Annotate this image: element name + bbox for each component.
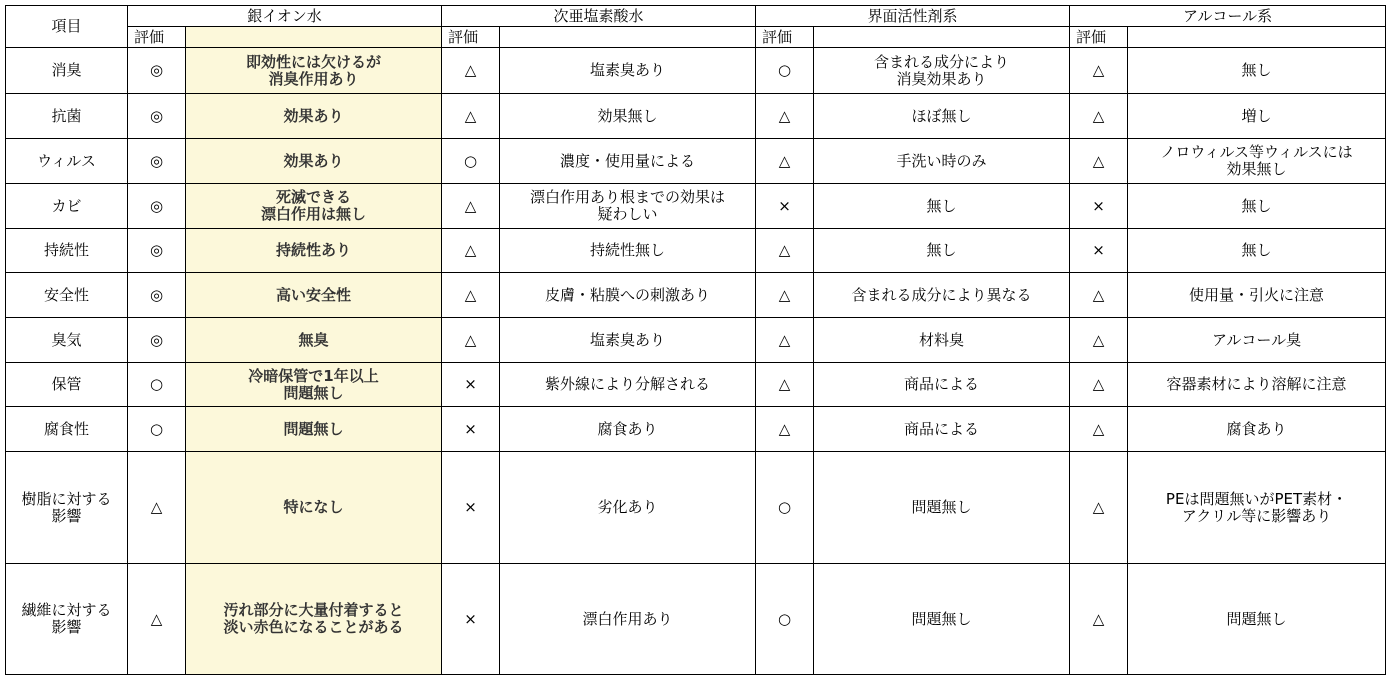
row-item-label: カビ — [6, 184, 128, 229]
eval-mark-surfactant: △ — [756, 273, 814, 318]
description-hypochlorous: 塩素臭あり — [500, 48, 756, 94]
eval-mark-surfactant: △ — [756, 318, 814, 363]
eval-mark-alcohol: × — [1070, 184, 1128, 229]
description-silver-ion: 冷暗保管で1年以上 問題無し — [186, 363, 442, 407]
description-surfactant: 商品による — [814, 363, 1070, 407]
header-category-hypochlorous: 次亜塩素酸水 — [442, 6, 756, 27]
eval-mark-silver-ion: △ — [128, 564, 186, 675]
description-surfactant: 無し — [814, 229, 1070, 273]
table-row — [6, 229, 1386, 273]
eval-mark-hypochlorous: × — [442, 452, 500, 564]
row-item-label: 臭気 — [6, 318, 128, 363]
description-alcohol: ノロウィルス等ウィルスには 効果無し — [1128, 139, 1386, 184]
table-row — [6, 452, 1386, 564]
description-surfactant: 含まれる成分により異なる — [814, 273, 1070, 318]
header-eval-surfactant: 評価 — [756, 27, 814, 48]
eval-mark-hypochlorous: △ — [442, 184, 500, 229]
description-alcohol: PEは問題無いがPET素材・ アクリル等に影響あり — [1128, 452, 1386, 564]
table-row — [6, 318, 1386, 363]
comparison-sheet — [5, 5, 1385, 671]
description-surfactant: 問題無し — [814, 564, 1070, 675]
eval-mark-alcohol: △ — [1070, 139, 1128, 184]
eval-mark-surfactant: △ — [756, 229, 814, 273]
description-silver-ion: 無臭 — [186, 318, 442, 363]
description-silver-ion: 効果あり — [186, 94, 442, 139]
eval-mark-alcohol: △ — [1070, 94, 1128, 139]
description-silver-ion: 問題無し — [186, 407, 442, 452]
description-silver-ion: 汚れ部分に大量付着すると 淡い赤色になることがある — [186, 564, 442, 675]
table-row — [6, 363, 1386, 407]
eval-mark-surfactant: ○ — [756, 564, 814, 675]
comparison-table — [5, 5, 1386, 675]
description-hypochlorous: 濃度・使用量による — [500, 139, 756, 184]
eval-mark-surfactant: ○ — [756, 48, 814, 94]
row-item-label: 腐食性 — [6, 407, 128, 452]
eval-mark-silver-ion: △ — [128, 452, 186, 564]
header-category-silver-ion: 銀イオン水 — [128, 6, 442, 27]
description-hypochlorous: 紫外線により分解される — [500, 363, 756, 407]
description-alcohol: 問題無し — [1128, 564, 1386, 675]
description-alcohol: 増し — [1128, 94, 1386, 139]
description-surfactant: 含まれる成分により 消臭効果あり — [814, 48, 1070, 94]
eval-mark-alcohol: △ — [1070, 407, 1128, 452]
eval-mark-surfactant: △ — [756, 94, 814, 139]
header-row-eval — [6, 27, 1386, 48]
table-row — [6, 94, 1386, 139]
description-silver-ion: 持続性あり — [186, 229, 442, 273]
description-hypochlorous: 持続性無し — [500, 229, 756, 273]
eval-mark-silver-ion: ◎ — [128, 48, 186, 94]
description-silver-ion: 死滅できる 漂白作用は無し — [186, 184, 442, 229]
description-silver-ion: 効果あり — [186, 139, 442, 184]
description-silver-ion: 特になし — [186, 452, 442, 564]
table-row — [6, 564, 1386, 675]
row-item-label: 消臭 — [6, 48, 128, 94]
eval-mark-hypochlorous: ○ — [442, 139, 500, 184]
eval-mark-hypochlorous: △ — [442, 48, 500, 94]
description-silver-ion: 高い安全性 — [186, 273, 442, 318]
description-alcohol: アルコール臭 — [1128, 318, 1386, 363]
header-eval-hypochlorous: 評価 — [442, 27, 500, 48]
eval-mark-silver-ion: ○ — [128, 363, 186, 407]
header-eval-silver-ion: 評価 — [128, 27, 186, 48]
eval-mark-silver-ion: ◎ — [128, 184, 186, 229]
eval-mark-hypochlorous: △ — [442, 94, 500, 139]
description-alcohol: 容器素材により溶解に注意 — [1128, 363, 1386, 407]
description-hypochlorous: 漂白作用あり — [500, 564, 756, 675]
header-eval-alcohol: 評価 — [1070, 27, 1128, 48]
table-row — [6, 48, 1386, 94]
header-blank-hypochlorous — [500, 27, 756, 48]
table-row — [6, 407, 1386, 452]
header-item-cell: 項目 — [6, 6, 128, 48]
eval-mark-silver-ion: ◎ — [128, 318, 186, 363]
header-category-alcohol: アルコール系 — [1070, 6, 1386, 27]
header-blank-alcohol — [1128, 27, 1386, 48]
eval-mark-alcohol: △ — [1070, 452, 1128, 564]
description-alcohol: 無し — [1128, 48, 1386, 94]
eval-mark-alcohol: △ — [1070, 273, 1128, 318]
eval-mark-silver-ion: ◎ — [128, 273, 186, 318]
description-hypochlorous: 漂白作用あり根までの効果は 疑わしい — [500, 184, 756, 229]
eval-mark-hypochlorous: × — [442, 564, 500, 675]
eval-mark-surfactant: △ — [756, 139, 814, 184]
description-hypochlorous: 皮膚・粘膜への刺激あり — [500, 273, 756, 318]
row-item-label: 抗菌 — [6, 94, 128, 139]
description-surfactant: 材料臭 — [814, 318, 1070, 363]
eval-mark-hypochlorous: × — [442, 407, 500, 452]
description-surfactant: 手洗い時のみ — [814, 139, 1070, 184]
eval-mark-alcohol: △ — [1070, 318, 1128, 363]
description-alcohol: 腐食あり — [1128, 407, 1386, 452]
table-row — [6, 184, 1386, 229]
eval-mark-hypochlorous: × — [442, 363, 500, 407]
description-hypochlorous: 塩素臭あり — [500, 318, 756, 363]
eval-mark-alcohol: △ — [1070, 48, 1128, 94]
eval-mark-alcohol: △ — [1070, 564, 1128, 675]
description-surfactant: 問題無し — [814, 452, 1070, 564]
description-hypochlorous: 劣化あり — [500, 452, 756, 564]
eval-mark-hypochlorous: △ — [442, 229, 500, 273]
eval-mark-hypochlorous: △ — [442, 273, 500, 318]
description-silver-ion: 即効性には欠けるが 消臭作用あり — [186, 48, 442, 94]
eval-mark-hypochlorous: △ — [442, 318, 500, 363]
header-blank-surfactant — [814, 27, 1070, 48]
row-item-label: 保管 — [6, 363, 128, 407]
header-blank-silver-ion — [186, 27, 442, 48]
description-surfactant: 無し — [814, 184, 1070, 229]
header-category-surfactant: 界面活性剤系 — [756, 6, 1070, 27]
description-surfactant: 商品による — [814, 407, 1070, 452]
eval-mark-surfactant: △ — [756, 407, 814, 452]
eval-mark-surfactant: ○ — [756, 452, 814, 564]
eval-mark-silver-ion: ○ — [128, 407, 186, 452]
eval-mark-surfactant: × — [756, 184, 814, 229]
description-alcohol: 使用量・引火に注意 — [1128, 273, 1386, 318]
table-row — [6, 139, 1386, 184]
header-row-categories — [6, 6, 1386, 27]
row-item-label: 樹脂に対する 影響 — [6, 452, 128, 564]
eval-mark-silver-ion: ◎ — [128, 139, 186, 184]
description-alcohol: 無し — [1128, 229, 1386, 273]
eval-mark-alcohol: △ — [1070, 363, 1128, 407]
row-item-label: 持続性 — [6, 229, 128, 273]
eval-mark-silver-ion: ◎ — [128, 229, 186, 273]
eval-mark-surfactant: △ — [756, 363, 814, 407]
description-hypochlorous: 効果無し — [500, 94, 756, 139]
row-item-label: ウィルス — [6, 139, 128, 184]
description-alcohol: 無し — [1128, 184, 1386, 229]
row-item-label: 安全性 — [6, 273, 128, 318]
description-surfactant: ほぼ無し — [814, 94, 1070, 139]
description-hypochlorous: 腐食あり — [500, 407, 756, 452]
eval-mark-alcohol: × — [1070, 229, 1128, 273]
eval-mark-silver-ion: ◎ — [128, 94, 186, 139]
row-item-label: 繊維に対する 影響 — [6, 564, 128, 675]
table-row — [6, 273, 1386, 318]
